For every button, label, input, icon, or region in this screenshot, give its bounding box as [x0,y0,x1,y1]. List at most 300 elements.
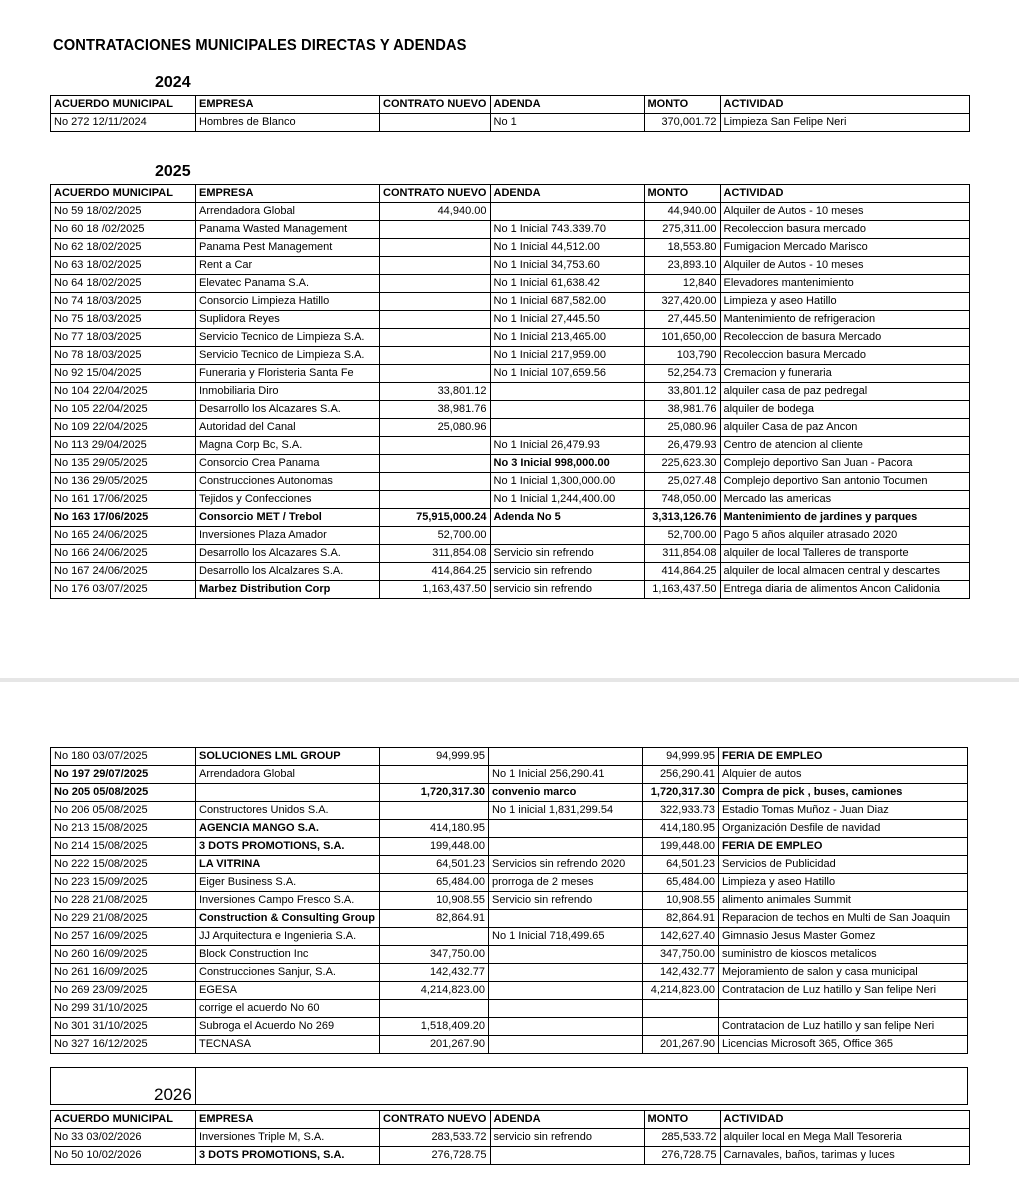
cell-actividad: Recoleccion basura mercado [720,221,969,239]
cell-actividad: Organización Desfile de navidad [719,820,968,838]
cell-adenda: No 1 Inicial 687,582.00 [490,293,644,311]
year-2026-label: 2026 [154,1085,192,1104]
cell-monto: 18,553.80 [644,239,720,257]
header-row [51,185,970,203]
page-divider [0,678,1019,682]
cell-acuerdo: No 176 03/07/2025 [51,581,196,599]
cell-adenda: Servicio sin refrendo [489,892,643,910]
cell-adenda: servicio sin refrendo [490,1129,644,1147]
header-actividad: ACTIVIDAD [720,96,969,114]
cell-adenda [490,401,644,419]
cell-adenda [490,203,644,221]
cell-adenda [489,1000,643,1018]
cell-actividad: FERIA DE EMPLEO [719,838,968,856]
cell-acuerdo: No 113 29/04/2025 [51,437,196,455]
cell-contrato-nuevo: 276,728.75 [380,1147,491,1165]
cell-contrato-nuevo: 283,533.72 [380,1129,491,1147]
cell-empresa: Arrendadora Global [196,203,380,221]
table-row [51,784,968,802]
table-row [51,766,968,784]
table-row [51,383,970,401]
cell-acuerdo: No 62 18/02/2025 [51,239,196,257]
cell-acuerdo: No 222 15/08/2025 [51,856,196,874]
cell-monto: 33,801.12 [644,383,720,401]
cell-contrato-nuevo: 4,214,823.00 [380,982,489,1000]
cell-empresa: Servicio Tecnico de Limpieza S.A. [196,347,380,365]
cell-actividad: Limpieza San Felipe Neri [720,114,969,132]
table-2024 [50,95,970,132]
cell-empresa: Consorcio Crea Panama [196,455,380,473]
table-row [51,838,968,856]
cell-monto: 25,080.96 [644,419,720,437]
year-2025-label: 2025 [155,163,191,180]
cell-contrato-nuevo: 44,940.00 [380,203,491,221]
cell-actividad: Compra de pick , buses, camiones [719,784,968,802]
cell-adenda: No 1 Inicial 107,659.56 [490,365,644,383]
table-row [51,1147,970,1165]
header-row [51,96,970,114]
cell-adenda [489,748,643,766]
header-monto: MONTO [644,1111,720,1129]
cell-contrato-nuevo: 1,518,409.20 [380,1018,489,1036]
cell-empresa: Inmobiliaria Diro [196,383,380,401]
table-row [51,203,970,221]
cell-empresa: Subroga el Acuerdo No 269 [196,1018,380,1036]
cell-acuerdo: No 104 22/04/2025 [51,383,196,401]
header-acuerdo: ACUERDO MUNICIPAL [51,185,196,203]
cell-monto: 142,627.40 [643,928,719,946]
cell-actividad: Contratacion de Luz hatillo y San felipe Neri [719,982,968,1000]
header-actividad: ACTIVIDAD [720,1111,969,1129]
cell-acuerdo: No 261 16/09/2025 [51,964,196,982]
header-empresa: EMPRESA [196,1111,380,1129]
cell-contrato-nuevo [380,221,491,239]
table-row [51,455,970,473]
cell-monto: 142,432.77 [643,964,719,982]
cell-contrato-nuevo: 38,981.76 [380,401,491,419]
cell-adenda: Adenda No 5 [490,509,644,527]
cell-contrato-nuevo [380,1000,489,1018]
cell-empresa: Funeraria y Floristeria Santa Fe [196,365,380,383]
cell-empresa: Desarrollo los Alcazares S.A. [196,545,380,563]
cell-monto: 276,728.75 [644,1147,720,1165]
cell-monto: 26,479.93 [644,437,720,455]
table-row [51,802,968,820]
cell-actividad: FERIA DE EMPLEO [719,748,968,766]
table-row [51,856,968,874]
cell-adenda [489,1018,643,1036]
table-row [51,581,970,599]
table-row [51,491,970,509]
cell-empresa: Elevatec Panama S.A. [196,275,380,293]
cell-actividad: Limpieza y aseo Hatillo [720,293,969,311]
cell-actividad: Fumigacion Mercado Marisco [720,239,969,257]
header-monto: MONTO [644,185,720,203]
cell-empresa: corrige el acuerdo No 60 [196,1000,380,1018]
cell-monto: 52,254.73 [644,365,720,383]
cell-monto: 65,484.00 [643,874,719,892]
cell-monto: 1,720,317.30 [643,784,719,802]
cell-acuerdo: No 166 24/06/2025 [51,545,196,563]
header-acuerdo: ACUERDO MUNICIPAL [51,1111,196,1129]
cell-monto: 199,448.00 [643,838,719,856]
cell-monto: 44,940.00 [644,203,720,221]
table-row [51,114,970,132]
header-empresa: EMPRESA [196,185,380,203]
cell-empresa: Desarrollo los Alcazares S.A. [196,401,380,419]
cell-actividad: alquiler Casa de paz Ancon [720,419,969,437]
cell-actividad [719,1000,968,1018]
cell-monto: 25,027.48 [644,473,720,491]
cell-acuerdo: No 180 03/07/2025 [51,748,196,766]
cell-acuerdo: No 59 18/02/2025 [51,203,196,221]
cell-contrato-nuevo: 52,700.00 [380,527,491,545]
cell-contrato-nuevo: 142,432.77 [380,964,489,982]
cell-contrato-nuevo: 199,448.00 [380,838,489,856]
cell-empresa: LA VITRINA [196,856,380,874]
cell-actividad: Servicios de Publicidad [719,856,968,874]
header-actividad: ACTIVIDAD [720,185,969,203]
cell-actividad: alimento animales Summit [719,892,968,910]
cell-empresa: SOLUCIONES LML GROUP [196,748,380,766]
cell-monto: 103,790 [644,347,720,365]
cell-acuerdo: No 301 31/10/2025 [51,1018,196,1036]
cell-actividad: Reparacion de techos en Multi de San Joaquin [719,910,968,928]
cell-acuerdo: No 60 18 /02/2025 [51,221,196,239]
cell-contrato-nuevo [380,275,491,293]
cell-actividad: Licencias Microsoft 365, Office 365 [719,1036,968,1054]
cell-actividad: alquiler de bodega [720,401,969,419]
cell-acuerdo: No 163 17/06/2025 [51,509,196,527]
cell-adenda [489,1036,643,1054]
cell-adenda: No 1 Inicial 213,465.00 [490,329,644,347]
table-row [51,946,968,964]
cell-actividad: Recoleccion basura Mercado [720,347,969,365]
cell-adenda: prorroga de 2 meses [489,874,643,892]
cell-acuerdo: No 272 12/11/2024 [51,114,196,132]
cell-acuerdo: No 260 16/09/2025 [51,946,196,964]
cell-monto: 23,893.10 [644,257,720,275]
year-2024-label: 2024 [155,74,191,91]
cell-contrato-nuevo: 64,501.23 [380,856,489,874]
cell-acuerdo: No 299 31/10/2025 [51,1000,196,1018]
cell-monto: 52,700.00 [644,527,720,545]
cell-actividad: alquiler casa de paz pedregal [720,383,969,401]
cell-acuerdo: No 167 24/06/2025 [51,563,196,581]
cell-adenda [490,419,644,437]
cell-empresa: Construcciones Autonomas [196,473,380,491]
table-row [51,874,968,892]
header-adenda: ADENDA [490,1111,644,1129]
cell-contrato-nuevo [380,239,491,257]
cell-monto [643,1000,719,1018]
cell-adenda: No 1 inicial 1,831,299.54 [489,802,643,820]
cell-acuerdo: No 223 15/09/2025 [51,874,196,892]
cell-adenda: No 1 Inicial 1,244,400.00 [490,491,644,509]
cell-contrato-nuevo: 33,801.12 [380,383,491,401]
cell-adenda: No 1 Inicial 718,499.65 [489,928,643,946]
cell-adenda: Servicio sin refrendo [490,545,644,563]
cell-contrato-nuevo [380,802,489,820]
cell-empresa: Rent a Car [196,257,380,275]
cell-adenda: No 1 [490,114,644,132]
cell-empresa: Panama Wasted Management [196,221,380,239]
cell-acuerdo: No 92 15/04/2025 [51,365,196,383]
cell-contrato-nuevo [380,114,491,132]
table-row [51,1129,970,1147]
table-row [51,1000,968,1018]
cell-empresa: Consorcio MET / Trebol [196,509,380,527]
cell-adenda: servicio sin refrendo [490,563,644,581]
cell-acuerdo: No 213 15/08/2025 [51,820,196,838]
cell-adenda [490,527,644,545]
cell-empresa: Consorcio Limpieza Hatillo [196,293,380,311]
cell-empresa: Marbez Distribution Corp [196,581,380,599]
cell-adenda: No 1 Inicial 743.339.70 [490,221,644,239]
cell-empresa: TECNASA [196,1036,380,1054]
cell-empresa: 3 DOTS PROMOTIONS, S.A. [196,1147,380,1165]
cell-monto: 94,999.95 [643,748,719,766]
cell-actividad: alquiler de local Talleres de transporte [720,545,969,563]
cell-actividad: Complejo deportivo San Juan - Pacora [720,455,969,473]
cell-contrato-nuevo [380,293,491,311]
cell-empresa: Autoridad del Canal [196,419,380,437]
cell-actividad: Centro de atencion al cliente [720,437,969,455]
cell-empresa: AGENCIA MANGO S.A. [196,820,380,838]
cell-contrato-nuevo [380,311,491,329]
cell-monto: 3,313,126.76 [644,509,720,527]
cell-adenda: No 1 Inicial 26,479.93 [490,437,644,455]
cell-acuerdo: No 161 17/06/2025 [51,491,196,509]
cell-contrato-nuevo: 25,080.96 [380,419,491,437]
cell-monto: 311,854.08 [644,545,720,563]
cell-monto [643,1018,719,1036]
cell-empresa: EGESA [196,982,380,1000]
cell-acuerdo: No 257 16/09/2025 [51,928,196,946]
cell-adenda: No 1 Inicial 34,753.60 [490,257,644,275]
header-contrato-nuevo: CONTRATO NUEVO [380,96,491,114]
header-acuerdo: ACUERDO MUNICIPAL [51,96,196,114]
cell-acuerdo: No 228 21/08/2025 [51,892,196,910]
cell-contrato-nuevo: 347,750.00 [380,946,489,964]
cell-adenda: No 1 Inicial 27,445.50 [490,311,644,329]
table-row [51,545,970,563]
cell-contrato-nuevo: 311,854.08 [380,545,491,563]
cell-monto: 38,981.76 [644,401,720,419]
cell-actividad: Recoleccion de basura Mercado [720,329,969,347]
cell-contrato-nuevo: 94,999.95 [380,748,489,766]
table-row [51,275,970,293]
cell-monto: 256,290.41 [643,766,719,784]
cell-acuerdo: No 229 21/08/2025 [51,910,196,928]
cell-acuerdo: No 78 18/03/2025 [51,347,196,365]
table-row [51,509,970,527]
table-row [51,329,970,347]
cell-adenda: No 1 Inicial 44,512.00 [490,239,644,257]
table-row [51,910,968,928]
header-monto: MONTO [644,96,720,114]
cell-actividad: Cremacion y funeraria [720,365,969,383]
cell-contrato-nuevo: 75,915,000.24 [380,509,491,527]
cell-contrato-nuevo [380,437,491,455]
cell-adenda [489,946,643,964]
cell-contrato-nuevo: 201,267.90 [380,1036,489,1054]
cell-contrato-nuevo [380,329,491,347]
table-row [51,748,968,766]
cell-actividad: Mantenimiento de jardines y parques [720,509,969,527]
cell-monto: 10,908.55 [643,892,719,910]
cell-adenda: servicio sin refrendo [490,581,644,599]
cell-adenda [489,964,643,982]
table-row [51,928,968,946]
cell-acuerdo: No 205 05/08/2025 [51,784,196,802]
cell-contrato-nuevo [380,473,491,491]
header-contrato-nuevo: CONTRATO NUEVO [380,185,491,203]
cell-acuerdo: No 64 18/02/2025 [51,275,196,293]
cell-monto: 64,501.23 [643,856,719,874]
cell-actividad: Mejoramiento de salon y casa municipal [719,964,968,982]
cell-monto: 748,050.00 [644,491,720,509]
cell-actividad: Carnavales, baños, tarimas y luces [720,1147,969,1165]
cell-adenda: No 1 Inicial 61,638.42 [490,275,644,293]
cell-empresa: JJ Arquitectura e Ingenieria S.A. [196,928,380,946]
table-row [51,239,970,257]
cell-contrato-nuevo: 82,864.91 [380,910,489,928]
cell-contrato-nuevo [380,928,489,946]
cell-empresa: Arrendadora Global [196,766,380,784]
table-row [51,1018,968,1036]
cell-acuerdo: No 77 18/03/2025 [51,329,196,347]
table-row [51,419,970,437]
cell-acuerdo: No 75 18/03/2025 [51,311,196,329]
cell-adenda: Servicios sin refrendo 2020 [489,856,643,874]
cell-empresa: Eiger Business S.A. [196,874,380,892]
cell-monto: 347,750.00 [643,946,719,964]
cell-actividad: Contratacion de Luz hatillo y san felipe Neri [719,1018,968,1036]
table-row [51,892,968,910]
cell-monto: 322,933.73 [643,802,719,820]
cell-contrato-nuevo [380,455,491,473]
cell-monto: 201,267.90 [643,1036,719,1054]
cell-monto: 4,214,823.00 [643,982,719,1000]
cell-actividad: Elevadores mantenimiento [720,275,969,293]
cell-adenda: No 1 Inicial 256,290.41 [489,766,643,784]
cell-empresa: Construcciones Sanjur, S.A. [196,964,380,982]
cell-actividad: Mercado las americas [720,491,969,509]
table-2025-continued [50,747,968,1054]
cell-actividad: Limpieza y aseo Hatillo [719,874,968,892]
cell-adenda [489,820,643,838]
cell-acuerdo: No 214 15/08/2025 [51,838,196,856]
table-2025 [50,184,970,599]
cell-contrato-nuevo [380,365,491,383]
cell-adenda: No 1 Inicial 1,300,000.00 [490,473,644,491]
cell-actividad: Alquiler de Autos - 10 meses [720,257,969,275]
cell-actividad: alquiler local en Mega Mall Tesoreria [720,1129,969,1147]
cell-empresa: Inversiones Plaza Amador [196,527,380,545]
cell-monto: 327,420.00 [644,293,720,311]
cell-empresa: Block Construction Inc [196,946,380,964]
cell-monto: 1,163,437.50 [644,581,720,599]
table-row [51,1036,968,1054]
cell-adenda [489,982,643,1000]
cell-empresa: Construction & Consulting Group [196,910,380,928]
cell-empresa: Constructores Unidos S.A. [196,802,380,820]
cell-actividad: Estadio Tomas Muñoz - Juan Diaz [719,802,968,820]
table-row [51,311,970,329]
table-row [51,437,970,455]
table-row [51,401,970,419]
cell-empresa [196,784,380,802]
table-row [51,473,970,491]
cell-adenda: convenio marco [489,784,643,802]
cell-adenda [489,910,643,928]
cell-contrato-nuevo: 414,864.25 [380,563,491,581]
cell-adenda: No 3 Inicial 998,000.00 [490,455,644,473]
cell-actividad: Pago 5 años alquiler atrasado 2020 [720,527,969,545]
table-row [51,365,970,383]
cell-empresa: Inversiones Campo Fresco S.A. [196,892,380,910]
header-adenda: ADENDA [490,96,644,114]
cell-monto: 12,840 [644,275,720,293]
cell-empresa: Panama Pest Management [196,239,380,257]
cell-empresa: Servicio Tecnico de Limpieza S.A. [196,329,380,347]
cell-monto: 101,650,00 [644,329,720,347]
cell-actividad: Gimnasio Jesus Master Gomez [719,928,968,946]
cell-acuerdo: No 109 22/04/2025 [51,419,196,437]
cell-contrato-nuevo [380,347,491,365]
cell-acuerdo: No 135 29/05/2025 [51,455,196,473]
table-row [51,347,970,365]
table-row [51,527,970,545]
cell-contrato-nuevo [380,766,489,784]
table-row [51,293,970,311]
cell-contrato-nuevo: 65,484.00 [380,874,489,892]
table-row [51,221,970,239]
cell-contrato-nuevo: 1,720,317.30 [380,784,489,802]
cell-actividad: suministro de kioscos metalicos [719,946,968,964]
cell-acuerdo: No 165 24/06/2025 [51,527,196,545]
cell-actividad: Complejo deportivo San antonio Tocumen [720,473,969,491]
page-title: CONTRATACIONES MUNICIPALES DIRECTAS Y ADENDAS [53,37,467,54]
table-row [51,563,970,581]
cell-empresa: Inversiones Triple M, S.A. [196,1129,380,1147]
cell-actividad: Alquiler de Autos - 10 meses [720,203,969,221]
cell-adenda [490,1147,644,1165]
cell-empresa: Magna Corp Bc, S.A. [196,437,380,455]
cell-acuerdo: No 206 05/08/2025 [51,802,196,820]
cell-acuerdo: No 50 10/02/2026 [51,1147,196,1165]
header-row [51,1111,970,1129]
cell-empresa: Suplidora Reyes [196,311,380,329]
cell-contrato-nuevo: 414,180.95 [380,820,489,838]
cell-empresa: Desarrollo los Alcalzares S.A. [196,563,380,581]
cell-monto: 370,001.72 [644,114,720,132]
table-row [51,982,968,1000]
header-adenda: ADENDA [490,185,644,203]
table-2026 [50,1110,970,1165]
cell-monto: 225,623.30 [644,455,720,473]
header-contrato-nuevo: CONTRATO NUEVO [380,1111,491,1129]
cell-acuerdo: No 33 03/02/2026 [51,1129,196,1147]
cell-monto: 275,311.00 [644,221,720,239]
cell-acuerdo: No 327 16/12/2025 [51,1036,196,1054]
cell-acuerdo: No 197 29/07/2025 [51,766,196,784]
cell-acuerdo: No 105 22/04/2025 [51,401,196,419]
table-row [51,964,968,982]
cell-actividad: alquiler de local almacen central y descartes [720,563,969,581]
cell-acuerdo: No 74 18/03/2025 [51,293,196,311]
